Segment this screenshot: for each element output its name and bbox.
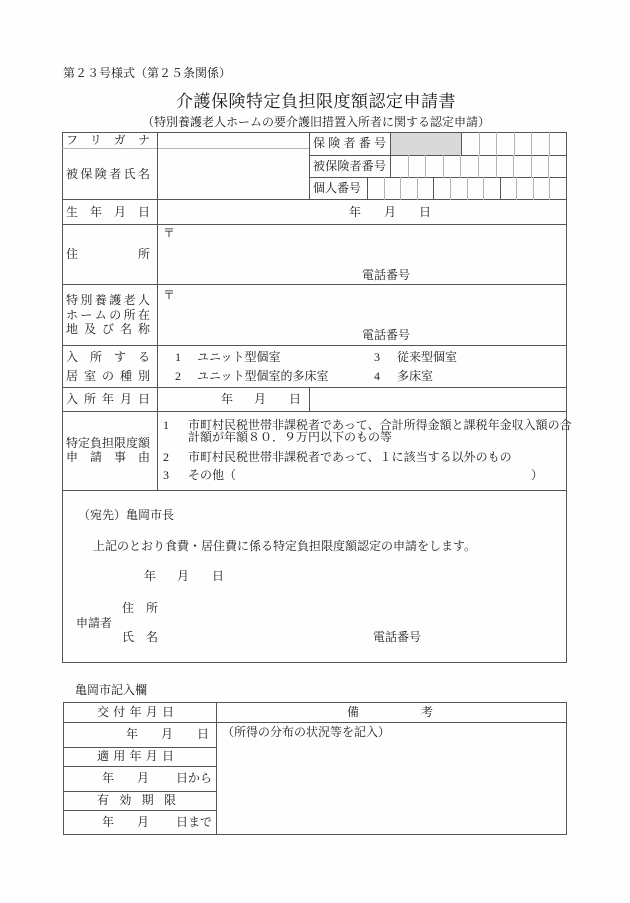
insurer-number-digit-cell[interactable] — [532, 133, 549, 155]
facility-label-line-3: 地及び名称 — [66, 322, 150, 336]
address-input[interactable] — [158, 225, 565, 283]
remarks-note: （所得の分布の状況等を記入） — [222, 725, 391, 739]
insured-number-digit-cell[interactable] — [444, 156, 461, 177]
admission-year-unit: 年 — [220, 392, 234, 406]
table-rule-horizontal — [62, 490, 567, 491]
table-rule-horizontal — [62, 345, 567, 346]
insured-number-digit-cell[interactable] — [409, 156, 426, 177]
table-rule-horizontal — [63, 791, 217, 792]
table-rule-vertical — [309, 132, 310, 200]
applicant-name-input[interactable] — [165, 627, 365, 647]
applicant-phone-input[interactable] — [425, 627, 560, 647]
individual-number-digit-cell[interactable] — [550, 178, 566, 199]
room-type-text: ユニット型個室的多床室 — [197, 369, 329, 383]
individual-number-digit-cell[interactable] — [501, 178, 517, 199]
issue-year-unit: 年 — [125, 727, 139, 741]
postal-mark: 〒 — [163, 226, 176, 240]
form-title: 介護保険特定負担限度額認定申請書 — [176, 92, 456, 111]
insured-number-digit-cell[interactable] — [514, 156, 531, 177]
application-date-input[interactable] — [140, 567, 230, 585]
issue-date-label: 交付年月日 — [97, 705, 174, 719]
individual-number-digit-cell[interactable] — [484, 178, 500, 199]
table-rule-vertical — [62, 132, 63, 663]
remarks-label: 備考 — [347, 705, 433, 719]
individual-number-digit-cell[interactable] — [451, 178, 467, 199]
apply-date-label: 適用年月日 — [97, 749, 174, 763]
reason-text-line: その他（ — [188, 468, 237, 482]
room-type-num: 4 — [374, 369, 380, 383]
facility-label-line-1: 特別養護老人 — [66, 293, 150, 307]
individual-number-digit-cell[interactable] — [434, 178, 450, 199]
reason-text-line: 市町村民税世帯非課税者であって、１に該当する以外のもの — [188, 450, 512, 464]
insurer-number-digit-cell[interactable] — [480, 133, 497, 155]
issue-date-input[interactable] — [64, 723, 215, 746]
reason-label-line-1: 特定負担限度額 — [66, 436, 151, 450]
reason-text-line: 計額が年額８０．９万円以下のもの等 — [188, 430, 393, 444]
form-number: 第２３号様式（第２５条関係） — [63, 66, 232, 80]
applicant-phone-label: 電話番号 — [373, 630, 422, 644]
insured-number-digit-cell[interactable] — [391, 156, 408, 177]
admission-month-unit: 月 — [253, 392, 267, 406]
room-type-label-line-1: 入所する — [66, 350, 150, 364]
reason-label-line-2: 申請事由 — [66, 450, 150, 464]
reason-option-2[interactable] — [158, 448, 565, 466]
facility-phone-label: 電話番号 — [362, 328, 411, 342]
reason-num: 1 — [163, 418, 169, 432]
facility-input[interactable] — [158, 285, 565, 344]
insured-name-input[interactable] — [158, 149, 308, 198]
reason-text-line: 市町村民税世帯非課税者であって、合計所得金額と課税年金収入額の合 — [188, 418, 572, 432]
admission-day-unit: 日 — [288, 392, 302, 406]
apply-month-unit: 月 — [136, 771, 150, 785]
issue-month-unit: 月 — [160, 727, 174, 741]
address-phone-label: 電話番号 — [362, 268, 411, 282]
room-type-option-3[interactable] — [369, 349, 519, 365]
admission-date-input[interactable] — [158, 388, 308, 410]
insured-name-label: 被保険者氏名 — [66, 167, 150, 181]
address-label: 住所 — [66, 247, 150, 261]
room-type-label-line-2: 居室の種別 — [66, 369, 150, 383]
table-rule-horizontal — [62, 662, 567, 663]
birth-date-input[interactable] — [158, 200, 565, 223]
applicant-label: 申請者 — [76, 616, 113, 630]
issue-day-unit: 日 — [196, 727, 210, 741]
table-rule-horizontal — [63, 702, 567, 703]
insured-number-label: 被保険者番号 — [313, 159, 386, 173]
birth-month-unit: 月 — [383, 205, 397, 219]
reason-num: 3 — [163, 468, 169, 482]
individual-number-digit-cell[interactable] — [517, 178, 533, 199]
individual-number-digit-cell[interactable] — [418, 178, 434, 199]
individual-number-label: 個人番号 — [313, 181, 362, 195]
insurer-number-label: 保険者番号 — [313, 136, 386, 150]
room-type-num: 2 — [175, 369, 181, 383]
individual-number-digit-cell[interactable] — [385, 178, 401, 199]
reason-other-close-paren: ） — [531, 468, 544, 482]
insured-number-digit-cell[interactable] — [461, 156, 478, 177]
application-year-unit: 年 — [143, 569, 157, 583]
room-type-num: 1 — [175, 350, 181, 364]
insured-number-digit-cell[interactable] — [479, 156, 496, 177]
remarks-input[interactable] — [217, 723, 565, 833]
individual-number-digit-cell[interactable] — [534, 178, 550, 199]
room-type-text: 従来型個室 — [397, 350, 458, 364]
application-month-unit: 月 — [176, 569, 190, 583]
insurer-number-shaded-cell — [390, 132, 461, 155]
table-rule-horizontal — [62, 411, 567, 412]
apply-from-suffix: 日から — [176, 771, 213, 785]
reason-num: 2 — [163, 450, 169, 464]
individual-number-digit-cell[interactable] — [468, 178, 484, 199]
insurer-number-digit-cell[interactable] — [462, 133, 479, 155]
room-type-option-1[interactable] — [170, 349, 350, 365]
declaration-statement: 上記のとおり食費・居住費に係る特定負担限度額認定の申請をします。 — [93, 539, 477, 553]
validity-until-suffix: 日まで — [176, 815, 213, 829]
birth-year-unit: 年 — [348, 205, 362, 219]
reason-option-3[interactable] — [158, 467, 565, 487]
table-rule-horizontal — [63, 747, 217, 748]
admission-extra-cell — [310, 388, 565, 410]
reason-option-1[interactable] — [158, 414, 572, 445]
facility-label-line-2: ホームの所在 — [66, 308, 150, 322]
applicant-name-char-2: 名 — [145, 630, 159, 644]
birth-date-label: 生年月日 — [66, 205, 150, 219]
furigana-input[interactable] — [158, 133, 308, 147]
insurer-number-digit-cell[interactable] — [515, 133, 532, 155]
insurer-number-digit-cell[interactable] — [497, 133, 514, 155]
applicant-address-char-1: 住 — [121, 601, 135, 615]
applicant-address-char-2: 所 — [145, 601, 159, 615]
application-day-unit: 日 — [211, 569, 225, 583]
facility-postal-mark: 〒 — [163, 288, 176, 302]
validity-year-unit: 年 — [101, 815, 115, 829]
apply-year-unit: 年 — [101, 771, 115, 785]
room-type-option-2[interactable] — [170, 368, 350, 384]
table-rule-vertical — [566, 132, 567, 663]
validity-date-input[interactable] — [64, 811, 215, 833]
validity-label: 有効期限 — [97, 793, 176, 807]
city-section-title: 亀岡市記入欄 — [75, 683, 148, 697]
birth-day-unit: 日 — [418, 205, 432, 219]
insurer-number-digit-cell[interactable] — [550, 133, 567, 155]
furigana-label: フリガナ — [66, 133, 150, 147]
insured-number-digit-cell[interactable] — [426, 156, 443, 177]
applicant-name-char-1: 氏 — [121, 630, 135, 644]
individual-number-digit-cell[interactable] — [401, 178, 417, 199]
insured-number-digit-cell[interactable] — [497, 156, 514, 177]
addressee: （宛先）亀岡市長 — [78, 508, 175, 522]
room-type-text: 多床室 — [397, 369, 434, 383]
applicant-address-input[interactable] — [165, 598, 555, 618]
form-subtitle: （特別養護老人ホームの要介護旧措置入所者に関する認定申請） — [141, 115, 491, 129]
insured-number-digit-cell[interactable] — [532, 156, 549, 177]
room-type-option-4[interactable] — [369, 368, 519, 384]
room-type-text: ユニット型個室 — [197, 350, 281, 364]
room-type-num: 3 — [374, 350, 380, 364]
validity-month-unit: 月 — [136, 815, 150, 829]
individual-number-digit-cell[interactable] — [368, 178, 384, 199]
admission-date-label: 入所年月日 — [66, 392, 150, 406]
insured-number-digit-cell[interactable] — [549, 156, 566, 177]
apply-date-input[interactable] — [64, 767, 215, 790]
table-rule-horizontal — [63, 834, 567, 835]
